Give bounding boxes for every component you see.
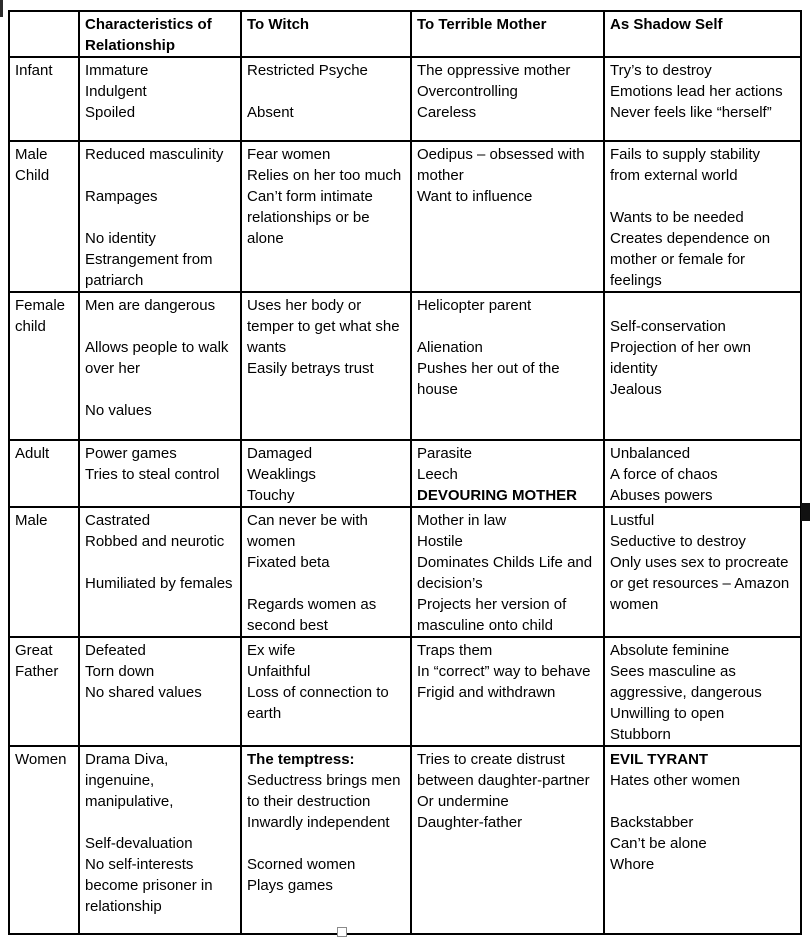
table-row — [9, 440, 801, 507]
table-row — [9, 746, 801, 934]
cell-line: No shared values — [85, 684, 202, 701]
cell-line: Mother in law — [417, 512, 507, 529]
table-body — [9, 57, 801, 934]
cell-line: Ex wife — [247, 642, 296, 659]
cell-line: Fear women — [247, 146, 331, 163]
cell-line: Backstabber — [610, 814, 694, 831]
table-resize-handle[interactable] — [337, 927, 347, 937]
row-label: Women — [9, 746, 79, 934]
scrollbar-thumb[interactable] — [801, 503, 810, 521]
cell-line: In “correct” way to behave — [417, 663, 591, 680]
row-label: Infant — [9, 57, 79, 141]
table-cell — [79, 292, 241, 440]
table-cell — [604, 507, 801, 637]
table-row — [9, 507, 801, 637]
table-cell — [79, 507, 241, 637]
cell-line: Torn down — [85, 663, 155, 680]
table-cell — [79, 440, 241, 507]
table-cell — [411, 637, 604, 746]
table-cell — [411, 292, 604, 440]
cell-line: Parasite — [417, 445, 473, 462]
cell-line — [85, 207, 234, 228]
table-cell — [79, 141, 241, 292]
cell-line — [85, 812, 234, 833]
column-header-shadow-self: As Shadow Self — [604, 11, 801, 57]
cell-line: Inwardly independent — [247, 814, 390, 831]
cell-line: Can’t form intimate relationships or be alone — [247, 188, 373, 247]
cell-line: Power games — [85, 445, 177, 462]
table-cell — [241, 141, 411, 292]
cell-line — [85, 165, 234, 186]
cell-line: Loss of connection to earth — [247, 684, 389, 722]
cell-line — [247, 81, 404, 102]
table-cell — [241, 507, 411, 637]
cell-line — [610, 791, 794, 812]
text-cursor — [0, 0, 3, 17]
cell-line: Estrangement from patriarch — [85, 251, 213, 289]
cell-line: Men are dangerous — [85, 297, 216, 314]
cell-line: Traps them — [417, 642, 493, 659]
cell-line: Weaklings — [247, 466, 316, 483]
cell-line: Oedipus – obsessed with mother — [417, 146, 585, 184]
cell-line: Or undermine — [417, 793, 509, 810]
cell-line: Humiliated by females — [85, 575, 233, 592]
cell-line: Self-conservation — [610, 318, 726, 335]
table-cell — [241, 440, 411, 507]
cell-line: Restricted Psyche — [247, 62, 368, 79]
cell-line: Plays games — [247, 877, 333, 894]
cell-line: The temptress: — [247, 751, 355, 768]
cell-line: DEVOURING MOTHER — [417, 487, 578, 504]
cell-line — [85, 552, 234, 573]
table-row — [9, 57, 801, 141]
cell-line: Relies on her too much — [247, 167, 402, 184]
cell-line — [417, 316, 597, 337]
cell-line: Only uses sex to procreate or get resources – Amazon women — [610, 554, 790, 613]
cell-line: Stubborn — [610, 726, 671, 743]
cell-line: Try’s to destroy — [610, 62, 712, 79]
cell-line: Can never be with women — [247, 512, 368, 550]
column-header-terrible-mother: To Terrible Mother — [411, 11, 604, 57]
cell-line: Sees masculine as aggressive, dangerous — [610, 663, 762, 701]
cell-line: Careless — [417, 104, 477, 121]
table-cell — [604, 57, 801, 141]
cell-line: Creates dependence on mother or female for feelings — [610, 230, 771, 289]
cell-line: No self-interests become prisoner in relationship — [85, 856, 213, 915]
cell-line: Fails to supply stability from external world — [610, 146, 761, 184]
table-row — [9, 141, 801, 292]
cell-line: Castrated — [85, 512, 151, 529]
cell-line — [247, 833, 404, 854]
table-cell — [604, 440, 801, 507]
cell-line: Hostile — [417, 533, 463, 550]
cell-line: Seductress brings men to their destruction — [247, 772, 401, 810]
cell-line: Want to influence — [417, 188, 533, 205]
cell-line — [610, 295, 794, 316]
table-cell — [411, 440, 604, 507]
row-label: Female child — [9, 292, 79, 440]
cell-line: Tries to steal control — [85, 466, 220, 483]
cell-line: Frigid and withdrawn — [417, 684, 556, 701]
table-cell — [411, 141, 604, 292]
cell-line: Lustful — [610, 512, 655, 529]
cell-line: Robbed and neurotic — [85, 533, 225, 550]
column-header-blank — [9, 11, 79, 57]
cell-line: Fixated beta — [247, 554, 330, 571]
cell-line: Seductive to destroy — [610, 533, 746, 550]
cell-line: Abuses powers — [610, 487, 713, 504]
column-header-to-witch: To Witch — [241, 11, 411, 57]
table-cell — [241, 292, 411, 440]
table-cell — [79, 746, 241, 934]
cell-line — [610, 186, 794, 207]
cell-line: A force of chaos — [610, 466, 718, 483]
cell-line: Scorned women — [247, 856, 356, 873]
row-label: Male — [9, 507, 79, 637]
cell-line: Whore — [610, 856, 655, 873]
row-label: Adult — [9, 440, 79, 507]
table-cell — [604, 141, 801, 292]
table-row — [9, 637, 801, 746]
cell-line: Regards women as second best — [247, 596, 377, 634]
cell-line: Overcontrolling — [417, 83, 518, 100]
cell-line: Self-devaluation — [85, 835, 193, 852]
cell-line: Alienation — [417, 339, 483, 356]
cell-line: Emotions lead her actions — [610, 83, 783, 100]
cell-line: Immature — [85, 62, 149, 79]
table-cell — [79, 57, 241, 141]
cell-line: Absolute feminine — [610, 642, 730, 659]
cell-line: Wants to be needed — [610, 209, 744, 226]
cell-line: Drama Diva, ingenuine, manipulative, — [85, 751, 174, 810]
cell-line: Hates other women — [610, 772, 741, 789]
cell-line: Uses her body or temper to get what she wants — [247, 297, 400, 356]
cell-line: Easily betrays trust — [247, 360, 374, 377]
table-row — [9, 292, 801, 440]
cell-line: Defeated — [85, 642, 146, 659]
cell-line: Unfaithful — [247, 663, 311, 680]
cell-line: Allows people to walk over her — [85, 339, 229, 377]
row-label: Male Child — [9, 141, 79, 292]
table-cell — [79, 637, 241, 746]
cell-line — [85, 316, 234, 337]
cell-line: Absent — [247, 104, 294, 121]
cell-line: Leech — [417, 466, 458, 483]
table-cell — [241, 746, 411, 934]
table-cell — [411, 746, 604, 934]
table-cell — [604, 637, 801, 746]
cell-line: Never feels like “herself” — [610, 104, 772, 121]
cell-line: Projects her version of masculine onto child — [417, 596, 567, 634]
cell-line: Rampages — [85, 188, 158, 205]
table-cell — [241, 637, 411, 746]
cell-line: Unwilling to open — [610, 705, 725, 722]
cell-line: Tries to create distrust between daughter-partner — [417, 751, 590, 789]
cell-line: Dominates Childs Life and decision’s — [417, 554, 593, 592]
cell-line: No identity — [85, 230, 156, 247]
table-cell — [411, 507, 604, 637]
cell-line: Spoiled — [85, 104, 136, 121]
cell-line: Touchy — [247, 487, 295, 504]
cell-line: Reduced masculinity — [85, 146, 224, 163]
row-label: Great Father — [9, 637, 79, 746]
cell-line: Jealous — [610, 381, 662, 398]
cell-line: Projection of her own identity — [610, 339, 751, 377]
table-cell — [411, 57, 604, 141]
cell-line: Pushes her out of the house — [417, 360, 560, 398]
cell-line: Daughter-father — [417, 814, 523, 831]
cell-line: No values — [85, 402, 152, 419]
table-cell — [604, 746, 801, 934]
cell-line: Can’t be alone — [610, 835, 707, 852]
cell-line: Unbalanced — [610, 445, 691, 462]
cell-line — [247, 573, 404, 594]
cell-line: The oppressive mother — [417, 62, 571, 79]
cell-line: EVIL TYRANT — [610, 751, 709, 768]
cell-line: Damaged — [247, 445, 313, 462]
cell-line: Helicopter parent — [417, 297, 532, 314]
cell-line — [85, 379, 234, 400]
column-header-characteristics: Characteristics of Relationship — [79, 11, 241, 57]
cell-line: Indulgent — [85, 83, 147, 100]
table-cell — [604, 292, 801, 440]
relationships-table — [8, 10, 802, 935]
table-cell — [241, 57, 411, 141]
table-header-row — [9, 11, 801, 57]
